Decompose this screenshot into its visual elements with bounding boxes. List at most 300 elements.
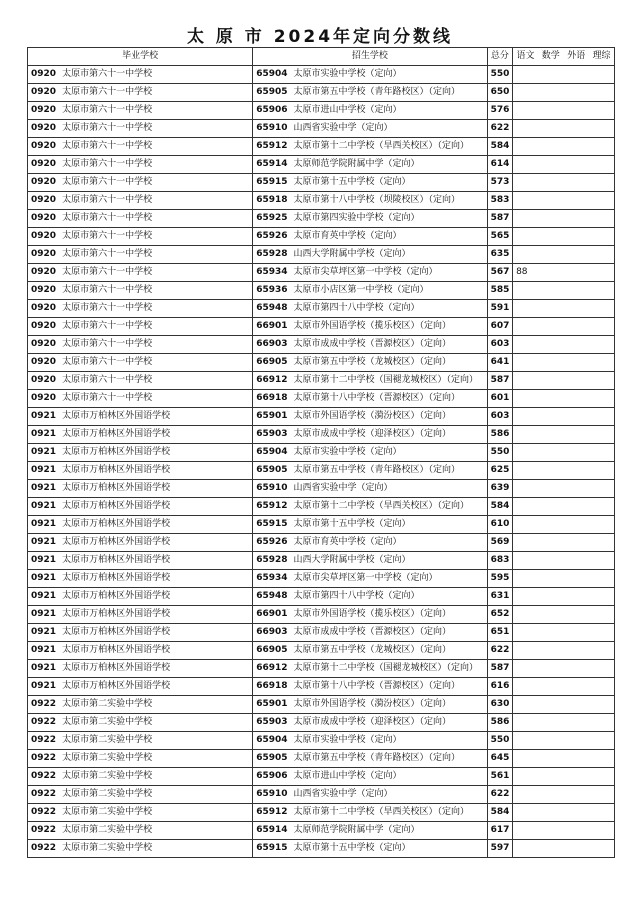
grad-school-cell	[28, 786, 253, 804]
grad-school-code: 0920	[31, 375, 57, 385]
enroll-school-code: 65914	[256, 159, 288, 169]
enroll-school-cell	[253, 426, 487, 444]
enroll-school-name: 太原市第四实验中学校（定向）	[293, 213, 420, 223]
grad-school-name: 太原市第六十一中学校	[62, 303, 153, 313]
enroll-school-cell	[253, 678, 487, 696]
grad-school-cell	[28, 354, 253, 372]
grad-school-cell	[28, 156, 253, 174]
table-row	[28, 840, 615, 858]
enroll-school-code: 65915	[256, 843, 288, 853]
enroll-school-name: 太原市育英中学校（定向）	[293, 537, 402, 547]
enroll-school-cell	[253, 588, 487, 606]
grad-school-cell	[28, 480, 253, 498]
grad-school-name: 太原市第六十一中学校	[62, 231, 153, 241]
math-score	[538, 714, 563, 732]
table-row	[28, 804, 615, 822]
grad-school-cell	[28, 120, 253, 138]
science-score	[589, 696, 615, 714]
total-score: 650	[487, 84, 512, 102]
grad-school-code: 0921	[31, 681, 57, 691]
enroll-school-name: 太原市第十五中学校（定向）	[293, 843, 411, 853]
enroll-school-code: 65934	[256, 573, 288, 583]
grad-school-code: 0922	[31, 825, 57, 835]
grad-school-cell	[28, 426, 253, 444]
table-row	[28, 516, 615, 534]
header-grad-school: 毕业学校	[28, 48, 253, 66]
math-score	[538, 534, 563, 552]
english-score	[564, 354, 589, 372]
grad-school-name: 太原市万柏林区外国语学校	[62, 645, 171, 655]
grad-school-name: 太原市第二实验中学校	[62, 807, 153, 817]
math-score	[538, 336, 563, 354]
enroll-school-cell	[253, 552, 487, 570]
enroll-school-code: 65914	[256, 825, 288, 835]
grad-school-cell	[28, 624, 253, 642]
chinese-score	[513, 390, 538, 408]
english-score	[564, 624, 589, 642]
science-score	[589, 174, 615, 192]
table-row	[28, 282, 615, 300]
grad-school-cell	[28, 696, 253, 714]
grad-school-cell	[28, 768, 253, 786]
math-score	[538, 408, 563, 426]
grad-school-code: 0921	[31, 519, 57, 529]
enroll-school-name: 太原市第十二中学校（旱西关校区）（定向）	[293, 141, 470, 151]
grad-school-code: 0920	[31, 249, 57, 259]
grad-school-cell	[28, 606, 253, 624]
math-score	[538, 678, 563, 696]
english-score	[564, 768, 589, 786]
math-score	[538, 480, 563, 498]
total-score: 569	[487, 534, 512, 552]
grad-school-cell	[28, 498, 253, 516]
grad-school-name: 太原市第六十一中学校	[62, 375, 153, 385]
grad-school-cell	[28, 336, 253, 354]
science-score	[589, 714, 615, 732]
enroll-school-name: 山西省实验中学（定向）	[293, 789, 393, 799]
total-score: 561	[487, 768, 512, 786]
math-score	[538, 246, 563, 264]
chinese-score	[513, 840, 538, 858]
grad-school-cell	[28, 66, 253, 84]
grad-school-code: 0921	[31, 537, 57, 547]
grad-school-code: 0921	[31, 465, 57, 475]
enroll-school-cell	[253, 534, 487, 552]
table-row	[28, 102, 615, 120]
science-score	[589, 138, 615, 156]
english-score	[564, 408, 589, 426]
enroll-school-cell	[253, 102, 487, 120]
chinese-score	[513, 462, 538, 480]
enroll-school-code: 65925	[256, 213, 288, 223]
science-score	[589, 336, 615, 354]
grad-school-code: 0920	[31, 195, 57, 205]
science-score	[589, 516, 615, 534]
math-score	[538, 822, 563, 840]
english-score	[564, 426, 589, 444]
table-row	[28, 444, 615, 462]
math-score	[538, 444, 563, 462]
science-score	[589, 786, 615, 804]
english-score	[564, 264, 589, 282]
grad-school-cell	[28, 264, 253, 282]
table-row	[28, 246, 615, 264]
total-score: 584	[487, 138, 512, 156]
enroll-school-code: 65901	[256, 699, 288, 709]
table-row	[28, 552, 615, 570]
enroll-school-name: 山西大学附属中学校（定向）	[293, 249, 411, 259]
grad-school-cell	[28, 588, 253, 606]
grad-school-name: 太原市第二实验中学校	[62, 843, 153, 853]
chinese-score	[513, 102, 538, 120]
science-score	[589, 840, 615, 858]
chinese-score	[513, 282, 538, 300]
total-score: 639	[487, 480, 512, 498]
grad-school-name: 太原市万柏林区外国语学校	[62, 483, 171, 493]
total-score: 607	[487, 318, 512, 336]
enroll-school-code: 66901	[256, 321, 288, 331]
table-body	[28, 66, 615, 858]
grad-school-cell	[28, 192, 253, 210]
grad-school-code: 0920	[31, 213, 57, 223]
enroll-school-name: 太原市第五中学校（龙城校区）（定向）	[293, 645, 452, 655]
total-score: 616	[487, 678, 512, 696]
total-score: 631	[487, 588, 512, 606]
enroll-school-name: 太原市尖草坪区第一中学校（定向）	[293, 267, 438, 277]
grad-school-code: 0922	[31, 735, 57, 745]
enroll-school-name: 太原市第十二中学校（国褪龙城校区）（定向）	[293, 663, 479, 673]
grad-school-cell	[28, 840, 253, 858]
grad-school-name: 太原市第六十一中学校	[62, 339, 153, 349]
total-score: 584	[487, 498, 512, 516]
english-score	[564, 786, 589, 804]
total-score: 583	[487, 192, 512, 210]
math-score	[538, 210, 563, 228]
enroll-school-code: 66912	[256, 375, 288, 385]
enroll-school-code: 65904	[256, 69, 288, 79]
english-score	[564, 372, 589, 390]
enroll-school-name: 太原市外国语学校（漪汾校区）（定向）	[293, 411, 452, 421]
science-score	[589, 534, 615, 552]
grad-school-name: 太原市万柏林区外国语学校	[62, 681, 171, 691]
enroll-school-name: 太原市第五中学校（龙城校区）（定向）	[293, 357, 452, 367]
grad-school-name: 太原市万柏林区外国语学校	[62, 465, 171, 475]
enroll-school-code: 65918	[256, 195, 288, 205]
math-score	[538, 732, 563, 750]
enroll-school-code: 65948	[256, 303, 288, 313]
math-score	[538, 516, 563, 534]
grad-school-code: 0920	[31, 69, 57, 79]
enroll-school-code: 65905	[256, 87, 288, 97]
english-score	[564, 174, 589, 192]
science-score	[589, 66, 615, 84]
grad-school-name: 太原市万柏林区外国语学校	[62, 447, 171, 457]
english-score	[564, 210, 589, 228]
math-score	[538, 318, 563, 336]
total-score: 595	[487, 570, 512, 588]
science-score	[589, 552, 615, 570]
enroll-school-name: 太原市实验中学校（定向）	[293, 69, 402, 79]
chinese-score	[513, 786, 538, 804]
enroll-school-cell	[253, 84, 487, 102]
math-score	[538, 840, 563, 858]
enroll-school-code: 65901	[256, 411, 288, 421]
chinese-score	[513, 732, 538, 750]
enroll-school-cell	[253, 120, 487, 138]
math-score	[538, 174, 563, 192]
table-row	[28, 660, 615, 678]
enroll-school-cell	[253, 318, 487, 336]
math-score	[538, 624, 563, 642]
chinese-score	[513, 444, 538, 462]
enroll-school-cell	[253, 246, 487, 264]
science-score	[589, 822, 615, 840]
grad-school-cell	[28, 372, 253, 390]
grad-school-cell	[28, 318, 253, 336]
grad-school-name: 太原市第二实验中学校	[62, 699, 153, 709]
table-row	[28, 822, 615, 840]
enroll-school-code: 65906	[256, 771, 288, 781]
total-score: 617	[487, 822, 512, 840]
science-score	[589, 480, 615, 498]
enroll-school-cell	[253, 732, 487, 750]
grad-school-name: 太原市万柏林区外国语学校	[62, 555, 171, 565]
grad-school-cell	[28, 462, 253, 480]
enroll-school-cell	[253, 66, 487, 84]
english-score	[564, 300, 589, 318]
table-row	[28, 696, 615, 714]
chinese-score	[513, 138, 538, 156]
science-score	[589, 678, 615, 696]
chinese-score	[513, 552, 538, 570]
grad-school-name: 太原市第二实验中学校	[62, 717, 153, 727]
grad-school-cell	[28, 210, 253, 228]
total-score: 586	[487, 714, 512, 732]
total-score: 614	[487, 156, 512, 174]
grad-school-name: 太原市第六十一中学校	[62, 195, 153, 205]
grad-school-name: 太原市第六十一中学校	[62, 105, 153, 115]
english-score	[564, 156, 589, 174]
math-score	[538, 372, 563, 390]
table-row	[28, 336, 615, 354]
table-row	[28, 84, 615, 102]
grad-school-code: 0921	[31, 627, 57, 637]
enroll-school-cell	[253, 480, 487, 498]
enroll-school-name: 太原市成成中学校（晋源校区）（定向）	[293, 627, 452, 637]
math-score	[538, 552, 563, 570]
science-score	[589, 156, 615, 174]
score-table	[27, 47, 615, 858]
enroll-school-cell	[253, 624, 487, 642]
enroll-school-cell	[253, 606, 487, 624]
table-row	[28, 606, 615, 624]
enroll-school-code: 65928	[256, 249, 288, 259]
english-score	[564, 138, 589, 156]
math-score	[538, 192, 563, 210]
english-score	[564, 120, 589, 138]
english-score	[564, 282, 589, 300]
total-score: 597	[487, 840, 512, 858]
science-score	[589, 354, 615, 372]
grad-school-name: 太原市第六十一中学校	[62, 177, 153, 187]
science-score	[589, 372, 615, 390]
science-score	[589, 282, 615, 300]
enroll-school-name: 太原市第十八中学校（晋源校区）（定向）	[293, 393, 461, 403]
english-score	[564, 480, 589, 498]
enroll-school-cell	[253, 264, 487, 282]
chinese-score	[513, 192, 538, 210]
chinese-score	[513, 588, 538, 606]
total-score: 641	[487, 354, 512, 372]
chinese-score	[513, 408, 538, 426]
table-row	[28, 174, 615, 192]
enroll-school-code: 65910	[256, 789, 288, 799]
grad-school-name: 太原市第六十一中学校	[62, 69, 153, 79]
grad-school-cell	[28, 552, 253, 570]
grad-school-code: 0920	[31, 393, 57, 403]
grad-school-cell	[28, 804, 253, 822]
chinese-score	[513, 84, 538, 102]
chinese-score: 88	[513, 264, 538, 282]
chinese-score	[513, 822, 538, 840]
grad-school-code: 0921	[31, 447, 57, 457]
enroll-school-name: 太原市第十五中学校（定向）	[293, 177, 411, 187]
math-score	[538, 462, 563, 480]
chinese-score	[513, 156, 538, 174]
enroll-school-code: 65915	[256, 177, 288, 187]
enroll-school-cell	[253, 408, 487, 426]
enroll-school-name: 太原市第十八中学校（晋源校区）（定向）	[293, 681, 461, 691]
grad-school-name: 太原市第六十一中学校	[62, 249, 153, 259]
table-row	[28, 786, 615, 804]
enroll-school-name: 太原市第五中学校（青年路校区）（定向）	[293, 87, 461, 97]
science-score	[589, 408, 615, 426]
english-score	[564, 498, 589, 516]
table-row	[28, 318, 615, 336]
science-score	[589, 120, 615, 138]
science-score	[589, 606, 615, 624]
grad-school-cell	[28, 102, 253, 120]
grad-school-code: 0922	[31, 699, 57, 709]
total-score: 610	[487, 516, 512, 534]
enroll-school-cell	[253, 696, 487, 714]
chinese-score	[513, 300, 538, 318]
chinese-score	[513, 768, 538, 786]
grad-school-name: 太原市万柏林区外国语学校	[62, 663, 171, 673]
enroll-school-cell	[253, 300, 487, 318]
total-score: 587	[487, 210, 512, 228]
english-score	[564, 696, 589, 714]
total-score: 550	[487, 732, 512, 750]
english-score	[564, 534, 589, 552]
science-score	[589, 750, 615, 768]
grad-school-name: 太原市万柏林区外国语学校	[62, 411, 171, 421]
grad-school-cell	[28, 444, 253, 462]
chinese-score	[513, 228, 538, 246]
grad-school-code: 0920	[31, 177, 57, 187]
math-score	[538, 606, 563, 624]
grad-school-name: 太原市第二实验中学校	[62, 753, 153, 763]
grad-school-name: 太原市万柏林区外国语学校	[62, 501, 171, 511]
total-score: 565	[487, 228, 512, 246]
table-row	[28, 642, 615, 660]
enroll-school-name: 山西省实验中学（定向）	[293, 483, 393, 493]
enroll-school-code: 65905	[256, 465, 288, 475]
enroll-school-cell	[253, 372, 487, 390]
enroll-school-code: 65936	[256, 285, 288, 295]
total-score: 601	[487, 390, 512, 408]
total-score: 586	[487, 426, 512, 444]
grad-school-code: 0920	[31, 357, 57, 367]
enroll-school-cell	[253, 210, 487, 228]
english-score	[564, 714, 589, 732]
chinese-score	[513, 354, 538, 372]
enroll-school-name: 太原市成成中学校（迎泽校区）（定向）	[293, 717, 452, 727]
table-row	[28, 498, 615, 516]
header-science: 理综	[589, 48, 615, 66]
english-score	[564, 606, 589, 624]
enroll-school-code: 65926	[256, 537, 288, 547]
enroll-school-cell	[253, 750, 487, 768]
enroll-school-code: 66918	[256, 393, 288, 403]
math-score	[538, 354, 563, 372]
science-score	[589, 390, 615, 408]
grad-school-code: 0920	[31, 303, 57, 313]
chinese-score	[513, 660, 538, 678]
enroll-school-name: 太原市实验中学校（定向）	[293, 447, 402, 457]
enroll-school-cell	[253, 174, 487, 192]
enroll-school-name: 太原市第四十八中学校（定向）	[293, 303, 420, 313]
science-score	[589, 624, 615, 642]
enroll-school-cell	[253, 462, 487, 480]
enroll-school-cell	[253, 660, 487, 678]
chinese-score	[513, 534, 538, 552]
grad-school-cell	[28, 570, 253, 588]
table-row	[28, 264, 615, 282]
table-row	[28, 372, 615, 390]
enroll-school-code: 65926	[256, 231, 288, 241]
total-score: 567	[487, 264, 512, 282]
math-score	[538, 84, 563, 102]
grad-school-code: 0922	[31, 717, 57, 727]
total-score: 550	[487, 66, 512, 84]
enroll-school-name: 太原师范学院附属中学（定向）	[293, 159, 420, 169]
science-score	[589, 570, 615, 588]
enroll-school-name: 太原市外国语学校（揽乐校区）（定向）	[293, 609, 452, 619]
grad-school-cell	[28, 750, 253, 768]
total-score: 622	[487, 642, 512, 660]
grad-school-cell	[28, 84, 253, 102]
table-row	[28, 750, 615, 768]
header-math: 数学	[538, 48, 563, 66]
enroll-school-name: 太原市第十二中学校（旱西关校区）（定向）	[293, 501, 470, 511]
chinese-score	[513, 642, 538, 660]
total-score: 585	[487, 282, 512, 300]
grad-school-cell	[28, 282, 253, 300]
grad-school-cell	[28, 822, 253, 840]
math-score	[538, 282, 563, 300]
english-score	[564, 462, 589, 480]
total-score: 622	[487, 786, 512, 804]
chinese-score	[513, 246, 538, 264]
grad-school-code: 0921	[31, 591, 57, 601]
grad-school-cell	[28, 390, 253, 408]
chinese-score	[513, 174, 538, 192]
grad-school-name: 太原市万柏林区外国语学校	[62, 537, 171, 547]
enroll-school-code: 65912	[256, 807, 288, 817]
enroll-school-name: 太原市外国语学校（揽乐校区）（定向）	[293, 321, 452, 331]
enroll-school-name: 太原市第十八中学校（坝陵校区）（定向）	[293, 195, 461, 205]
